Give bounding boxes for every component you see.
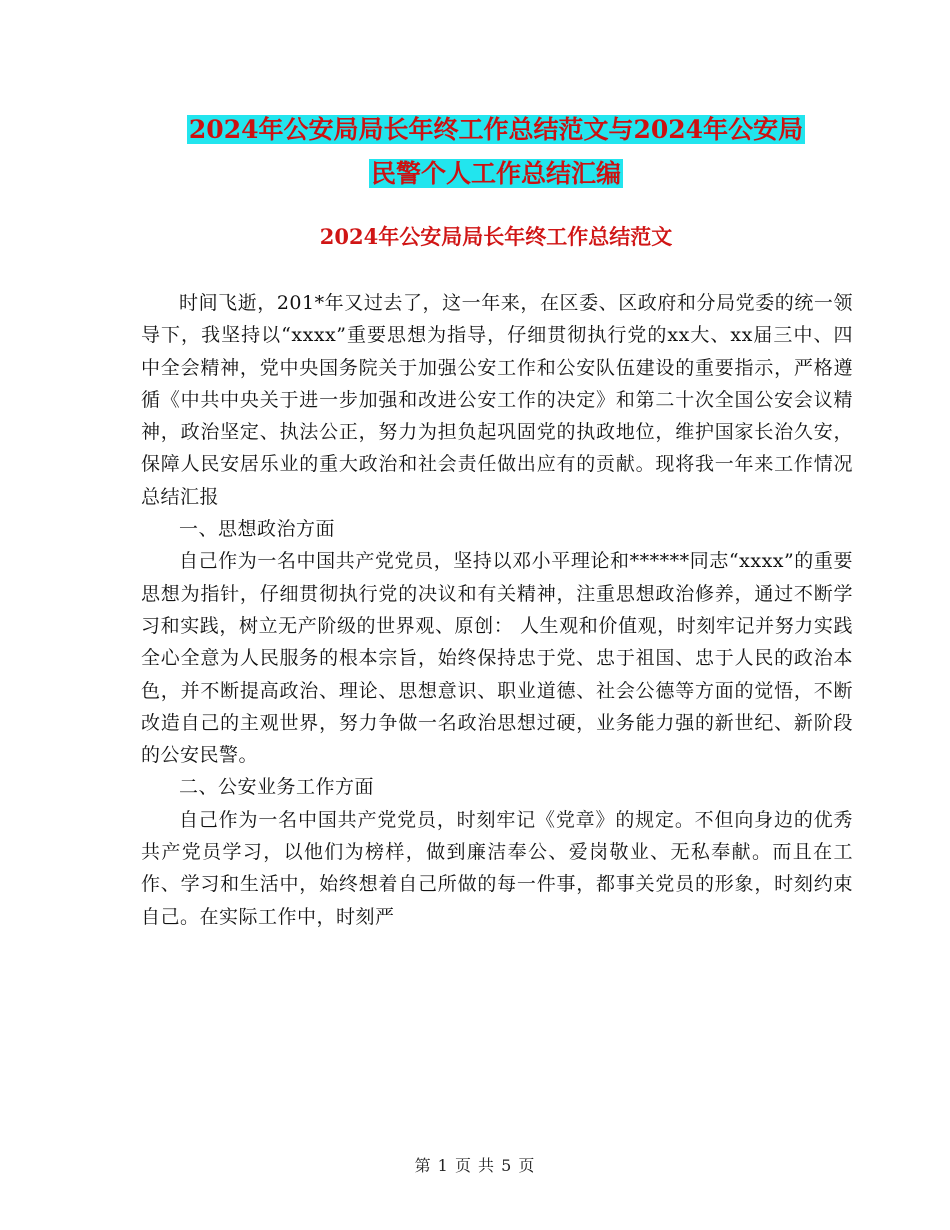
page-footer: 第 1 页 共 5 页 bbox=[414, 1156, 536, 1175]
paragraph-business: 自己作为一名中国共产党党员，时刻牢记《党章》的规定。不但向身边的优秀共产党员学习，以他们为榜样，做到廉洁奉公、爱岗敬业、无私奉献。而且在工作、学习和生活中，始终想着自己所做的每一件事，都事关党员的形象，时刻约束自己。在实际工作中，时刻严 bbox=[141, 808, 853, 928]
heading-political: 一、思想政治方面 bbox=[179, 518, 336, 541]
document-title-line-1: 2024年公安局局长年终工作总结范文与2024年公安局 bbox=[188, 115, 804, 144]
section-title: 2024年公安局局长年终工作总结范文 bbox=[319, 224, 673, 249]
document-title bbox=[140, 108, 852, 196]
document-title-line-2: 民警个人工作总结汇编 bbox=[370, 159, 621, 188]
paragraph-political: 自己作为一名中国共产党党员，坚持以邓小平理论和******同志“xxxx”的重要思想为指针，仔细贯彻执行党的决议和有关精神，注重思想政治修养，通过不断学习和实践，树立无产阶级的世界观、原创： 人生观和价值观，时刻牢记并努力实践全心全意为人民服务的根本宗旨，始终保持忠于党、忠于祖国、忠于人民的政治本色，并不断提高政治、理论、思想意识、职业道德、社会公德等方面的觉悟，不断改造自己的主观世界，努力争做一名政治思想过硬，业务能力强的新世纪、新阶段的公安民警。 bbox=[141, 550, 853, 767]
document-body bbox=[141, 287, 853, 933]
heading-business: 二、公安业务工作方面 bbox=[179, 776, 375, 799]
paragraph-intro: 时间飞逝，201*年又过去了，这一年来，在区委、区政府和分局党委的统一领导下，我坚持以“xxxx”重要思想为指导，仔细贯彻执行党的xx大、xx届三中、四中全会精神，党中央国务院关于加强公安工作和公安队伍建设的重要指示，严格遵循《中共中央关于进一步加强和改进公安工作的决定》和第二十次全国公安会议精神，政治坚定、执法公正，努力为担负起巩固党的执政地位，维护国家长治久安，保障人民安居乐业的重大政治和社会责任做出应有的贡献。现将我一年来工作情况总结汇报 bbox=[141, 292, 853, 508]
